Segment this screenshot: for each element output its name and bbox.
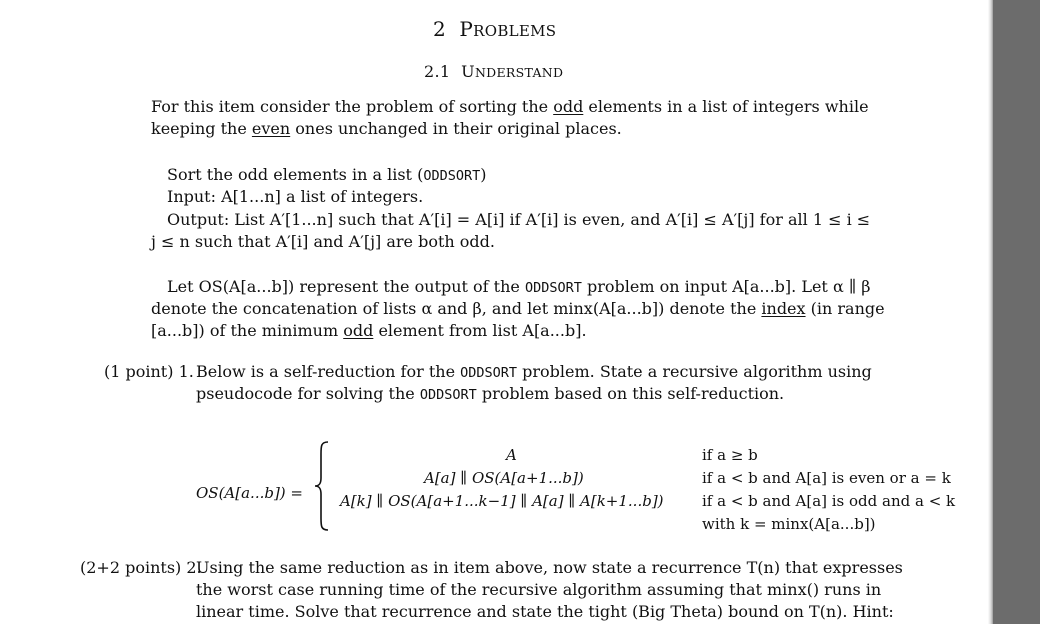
item1-line-1 — [196, 361, 872, 384]
defs-text: denote the concatenation of lists α and β, and let minx(A[a...b]) denote the — [151, 299, 762, 318]
section-number: 2 — [433, 17, 447, 41]
problem-input: Input: A[1...n] a list of integers. — [167, 187, 424, 206]
item1-text: Below is a self-reduction for the — [196, 362, 461, 381]
left-brace — [312, 440, 332, 532]
defs-index-underlined: index — [761, 299, 806, 318]
intro-text: elements in a list of integers while — [583, 97, 869, 116]
item1-text: problem based on this self-reduction. — [476, 384, 785, 403]
defs-text: (in range — [805, 299, 885, 318]
problem-text: Sort the odd elements in a list ( — [167, 165, 424, 184]
intro-line-2 — [151, 118, 622, 140]
intro-odd-underlined: odd — [553, 97, 584, 116]
case-3-condition: if a < b and A[a] is odd and a < k — [702, 492, 956, 510]
item2-points: (2+2 points) 2. — [80, 558, 202, 577]
item1-text: pseudocode for solving the — [196, 384, 420, 403]
oddsort-code: ODDSORT — [423, 168, 481, 184]
subsection-title-initial: U — [461, 62, 475, 81]
item1-text: problem. State a recursive algorithm using — [517, 362, 872, 381]
section-heading — [433, 17, 556, 41]
oddsort-code: ODDSORT — [524, 280, 582, 296]
subsection-title-rest: NDERSTAND — [474, 65, 564, 80]
case-4-condition: with k = minx(A[a...b]) — [702, 515, 876, 533]
item2-line-3: linear time. Solve that recurrence and state the tight (Big Theta) bound on T(n). Hint: — [196, 602, 894, 621]
defs-odd-underlined: odd — [343, 321, 374, 340]
defs-text: [a...b]) of the minimum — [151, 321, 344, 340]
problem-name — [167, 164, 486, 187]
defs-text: element from list A[a...b]. — [373, 321, 587, 340]
oddsort-code: ODDSORT — [460, 365, 518, 381]
subsection-number: 2.1 — [424, 62, 451, 81]
problem-output-line-2: j ≤ n such that A′[i] and A′[j] are both odd. — [151, 232, 495, 251]
subsection-heading — [424, 62, 563, 81]
recurrence-lhs: OS(A[a...b]) = — [196, 484, 303, 502]
intro-even-underlined: even — [251, 119, 291, 138]
problem-output-line-1: Output: List A′[1...n] such that A′[i] = A[i] if A′[i] is even, and A′[i] ≤ A′[j] for all 1 ≤ i ≤ — [167, 210, 871, 229]
defs-text: problem on input A[a...b]. Let α ∥ β — [581, 277, 871, 296]
case-1-condition: if a ≥ b — [702, 446, 758, 464]
item1-points: (1 point) 1. — [104, 362, 194, 381]
intro-line-1 — [151, 96, 869, 118]
oddsort-code: ODDSORT — [419, 387, 477, 403]
intro-text: keeping the — [151, 119, 252, 138]
item2-line-1: Using the same reduction as in item above, now state a recurrence T(n) that expresses — [196, 558, 903, 577]
case-1-expression: A — [506, 446, 517, 464]
case-3-expression: A[k] ∥ OS(A[a+1...k−1] ∥ A[a] ∥ A[k+1...b]) — [340, 492, 664, 510]
section-title-initial: P — [459, 17, 474, 41]
defs-line-2 — [151, 298, 885, 320]
item1-line-2 — [196, 383, 784, 406]
section-title-rest: ROBLEMS — [473, 22, 557, 40]
window-background — [993, 0, 1040, 624]
case-2-expression: A[a] ∥ OS(A[a+1...b]) — [424, 469, 584, 487]
problem-text: ) — [480, 165, 487, 184]
intro-text: For this item consider the problem of sorting the — [151, 97, 554, 116]
item2-line-2: the worst case running time of the recursive algorithm assuming that minx() runs in — [196, 580, 882, 599]
defs-text: Let OS(A[a...b]) represent the output of the — [167, 277, 525, 296]
defs-line-3 — [151, 320, 587, 342]
case-2-condition: if a < b and A[a] is even or a = k — [702, 469, 951, 487]
defs-line-1 — [167, 276, 871, 299]
intro-text: ones unchanged in their original places. — [290, 119, 622, 138]
